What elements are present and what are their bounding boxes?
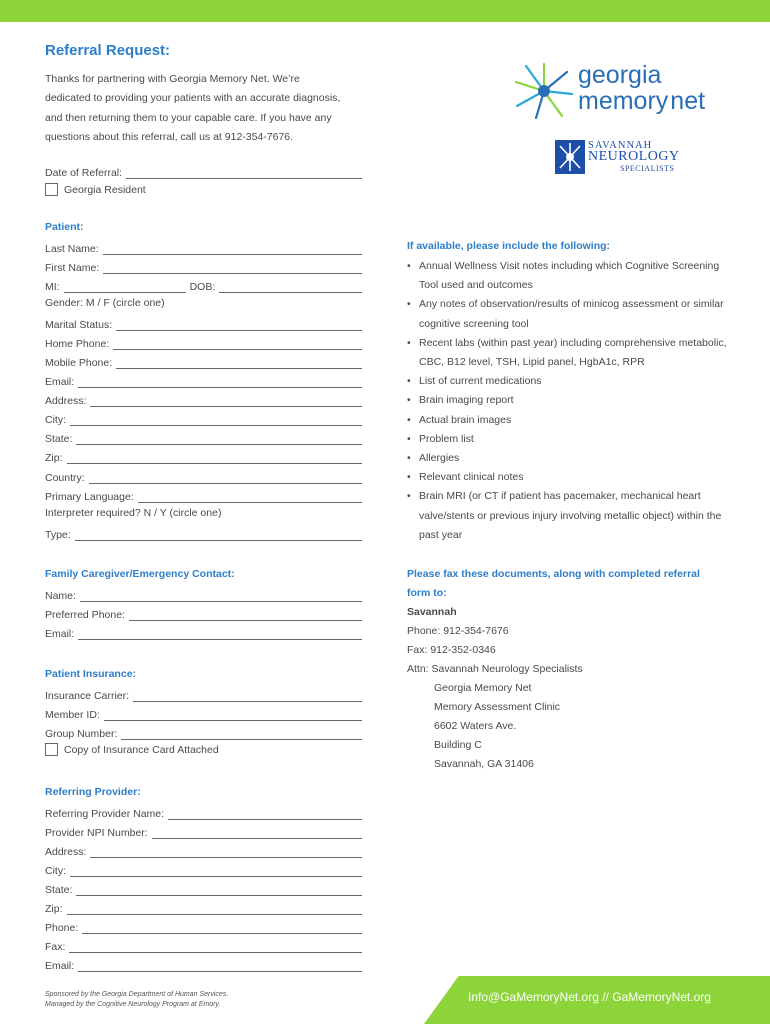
type-field[interactable]	[45, 525, 362, 541]
patient-state-label: State:	[45, 433, 73, 445]
patient-zip-label: Zip:	[45, 452, 63, 464]
fax-address-line: Savannah, GA 31406	[434, 758, 534, 770]
savannah-logo-line3: SPECIALISTS	[620, 164, 675, 173]
list-item: • Brain MRI (or CT if patient has pacemaker, mechanical heart valve/stents or previous injury involving metallic object) within the past year	[407, 487, 727, 545]
sponsor-line: Managed by the Cognitive Neurology Program at Emory.	[45, 1001, 221, 1008]
group-number-field[interactable]	[45, 724, 362, 740]
group-number-label: Group Number:	[45, 728, 118, 740]
provider-email-field[interactable]	[45, 956, 362, 972]
georgia-resident-checkbox[interactable]	[45, 183, 146, 196]
home-phone-field[interactable]	[45, 334, 362, 350]
provider-phone-field[interactable]	[45, 918, 362, 934]
fax-number: Fax: 912-352-0346	[407, 644, 496, 656]
list-item: • Brain imaging report	[407, 391, 727, 410]
insurance-card-checkbox[interactable]	[45, 743, 219, 756]
starburst-icon	[512, 60, 576, 122]
list-item: • List of current medications	[407, 372, 727, 391]
type-label: Type:	[45, 529, 71, 541]
interpreter-field[interactable]: Interpreter required? N / Y (circle one)	[45, 507, 222, 519]
logo-wordmark	[578, 62, 705, 114]
provider-state-label: State:	[45, 884, 73, 896]
marital-status-field[interactable]	[45, 315, 362, 331]
patient-city-label: City:	[45, 414, 66, 426]
intro-line: questions about this referral, call us at 912-354-7676.	[45, 130, 294, 143]
mobile-phone-field[interactable]	[45, 353, 362, 369]
footer-links[interactable]: Info@GaMemoryNet.org // GaMemoryNet.org	[468, 990, 711, 1004]
provider-email-label: Email:	[45, 960, 75, 972]
provider-phone-label: Phone:	[45, 922, 79, 934]
list-item: • Actual brain images	[407, 411, 727, 430]
fax-heading-line1: Please fax these documents, along with completed referral	[407, 568, 700, 580]
list-item: • Relevant clinical notes	[407, 468, 727, 487]
sponsor-note	[45, 990, 228, 1010]
fax-address-line: 6602 Waters Ave.	[434, 720, 517, 732]
mi-label: MI:	[45, 281, 60, 293]
provider-city-field[interactable]	[45, 861, 362, 877]
provider-address-field[interactable]	[45, 842, 362, 858]
fax-location: Savannah	[407, 606, 457, 618]
logo-line1: georgia	[578, 61, 662, 89]
dob-field[interactable]	[219, 282, 362, 293]
savannah-neurology-logo	[555, 140, 685, 176]
intro-line: and then returning them to your capable care. If you have any	[45, 111, 332, 124]
savannah-logo-line1: SAVANNAH	[588, 140, 653, 151]
primary-language-label: Primary Language:	[45, 491, 134, 503]
provider-city-label: City:	[45, 865, 66, 877]
list-item: • Recent labs (within past year) including comprehensive metabolic, CBC, B12 level, TSH, Lipid panel, HgbA1c, RPR	[407, 334, 727, 372]
last-name-field[interactable]	[45, 239, 362, 255]
insurance-carrier-field[interactable]	[45, 686, 362, 702]
list-item: • Problem list	[407, 430, 727, 449]
checkbox-box[interactable]	[45, 743, 58, 756]
dob-label: DOB:	[189, 281, 216, 293]
list-item: • Annual Wellness Visit notes including which Cognitive Screening Tool used and outcomes	[407, 257, 727, 295]
intro-line: dedicated to providing your patients with an accurate diagnosis,	[45, 92, 341, 105]
list-item: • Any notes of observation/results of minicog assessment or similar cognitive screening tool	[407, 295, 727, 333]
intro-line: Thanks for partnering with Georgia Memory Net. We’re	[45, 73, 300, 85]
provider-heading: Referring Provider:	[45, 786, 141, 798]
date-of-referral-label: Date of Referral:	[45, 167, 123, 179]
mobile-phone-label: Mobile Phone:	[45, 357, 113, 369]
patient-state-field[interactable]	[45, 429, 362, 445]
preferred-phone-label: Preferred Phone:	[45, 609, 125, 621]
primary-language-field[interactable]	[45, 487, 362, 503]
logo-line2-memory: memory	[578, 87, 669, 115]
patient-zip-field[interactable]	[45, 448, 362, 464]
patient-address-label: Address:	[45, 395, 87, 407]
page-title: Referral Request:	[45, 42, 171, 59]
provider-name-field[interactable]	[45, 804, 362, 820]
fax-heading-line2: form to:	[407, 587, 447, 599]
neuron-icon	[555, 140, 585, 174]
provider-fax-field[interactable]	[45, 937, 362, 953]
georgia-resident-label: Georgia Resident	[64, 183, 146, 196]
fax-address-line: Georgia Memory Net	[434, 682, 532, 694]
fax-phone: Phone: 912-354-7676	[407, 625, 509, 637]
patient-email-field[interactable]	[45, 372, 362, 388]
provider-zip-field[interactable]	[45, 899, 362, 915]
first-name-field[interactable]	[45, 258, 362, 274]
caregiver-heading: Family Caregiver/Emergency Contact:	[45, 568, 235, 580]
list-item: • Allergies	[407, 449, 727, 468]
provider-zip-label: Zip:	[45, 903, 63, 915]
logo-line2-net: net	[670, 87, 706, 115]
gender-field[interactable]: Gender: M / F (circle one)	[45, 297, 165, 309]
caregiver-name-field[interactable]	[45, 586, 362, 602]
fax-address-line: Building C	[434, 739, 482, 751]
provider-address-label: Address:	[45, 846, 87, 858]
mi-dob-row	[45, 277, 362, 293]
date-of-referral-field[interactable]	[45, 163, 362, 179]
provider-name-label: Referring Provider Name:	[45, 808, 165, 820]
last-name-label: Last Name:	[45, 243, 99, 255]
caregiver-name-label: Name:	[45, 590, 76, 602]
provider-fax-label: Fax:	[45, 941, 66, 953]
patient-heading: Patient:	[45, 221, 84, 233]
insurance-card-label: Copy of Insurance Card Attached	[64, 743, 219, 756]
patient-city-field[interactable]	[45, 410, 362, 426]
include-list	[407, 257, 727, 545]
home-phone-label: Home Phone:	[45, 338, 110, 350]
patient-country-field[interactable]	[45, 468, 362, 484]
savannah-logo-line2: NEUROLOGY	[588, 149, 680, 164]
intro-text	[45, 70, 375, 147]
sponsor-line: Sponsored by the Georgia Department of Human Services.	[45, 991, 229, 998]
provider-npi-field[interactable]	[45, 823, 362, 839]
insurance-carrier-label: Insurance Carrier:	[45, 690, 130, 702]
marital-status-label: Marital Status:	[45, 319, 113, 331]
preferred-phone-field[interactable]	[45, 605, 362, 621]
mi-field[interactable]	[64, 282, 186, 293]
provider-npi-label: Provider NPI Number:	[45, 827, 148, 839]
member-id-label: Member ID:	[45, 709, 100, 721]
georgia-memory-net-logo	[512, 60, 712, 122]
provider-state-field[interactable]	[45, 880, 362, 896]
member-id-field[interactable]	[45, 705, 362, 721]
fax-attn: Attn: Savannah Neurology Specialists	[407, 663, 583, 675]
first-name-label: First Name:	[45, 262, 100, 274]
patient-address-field[interactable]	[45, 391, 362, 407]
caregiver-email-label: Email:	[45, 628, 75, 640]
include-heading: If available, please include the following:	[407, 240, 611, 252]
patient-email-label: Email:	[45, 376, 75, 388]
checkbox-box[interactable]	[45, 183, 58, 196]
top-accent-bar	[0, 0, 770, 22]
insurance-heading: Patient Insurance:	[45, 668, 137, 680]
patient-country-label: Country:	[45, 472, 85, 484]
fax-address-line: Memory Assessment Clinic	[434, 701, 561, 713]
caregiver-email-field[interactable]	[45, 624, 362, 640]
